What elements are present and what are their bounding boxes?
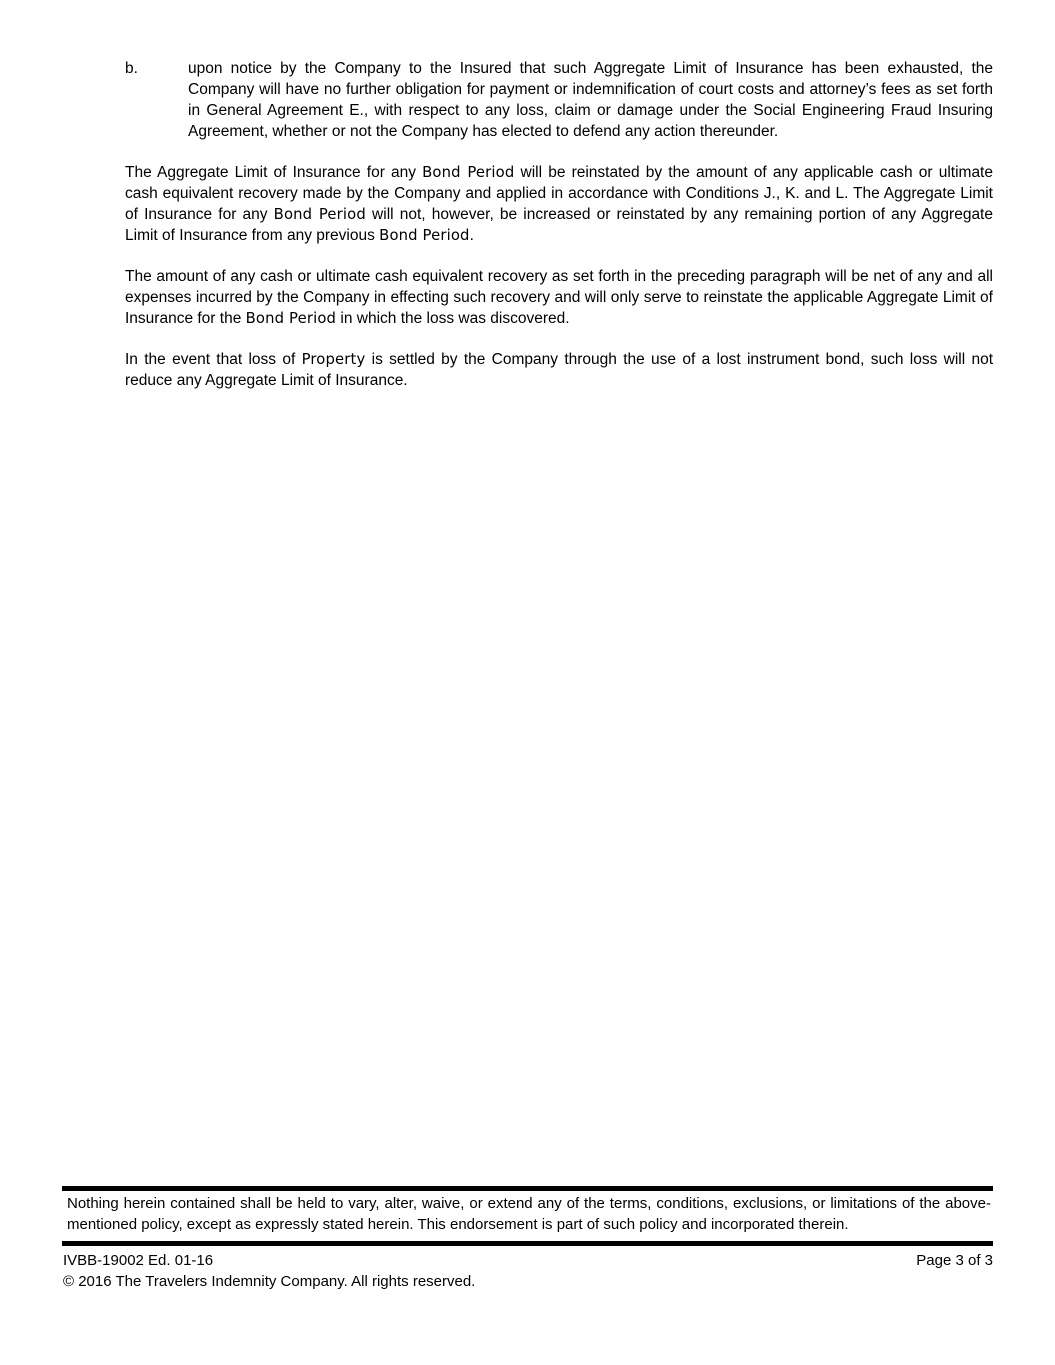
- list-item-b-text: upon notice by the Company to the Insured that such Aggregate Limit of Insurance has been exhausted, the Company will have no further obligation for payment or indemnification of court costs and attorney’s fees as set forth in General Agreement E., with respect to any loss, claim or damage under the Social Engineering Fraud Insuring Agreement, whether or not the Company has elected to defend any action thereunder.: [188, 60, 993, 140]
- endorsement-disclaimer-box: [62, 1186, 993, 1246]
- paragraph-recovery-net: The amount of any cash or ultimate cash equivalent recovery as set forth in the preceding paragraph will be net of any and all expenses incurred by the Company in effecting such recovery and will only serve to reinstate the applicable Aggregate Limit of Insurance for the Bond Period in which the loss was discovered.: [125, 268, 993, 327]
- copyright-row: [62, 1271, 993, 1292]
- document-body: [125, 58, 993, 391]
- paragraph-lost-instrument-bond: In the event that loss of Property is settled by the Company through the use of a lost instrument bond, such loss will not reduce any Aggregate Limit of Insurance.: [125, 351, 993, 389]
- copyright-notice: © 2016 The Travelers Indemnity Company. All rights reserved.: [63, 1273, 476, 1290]
- page-indicator: Page 3 of 3: [916, 1252, 993, 1269]
- list-item-b-label: b.: [125, 60, 138, 77]
- page-footer: [62, 1186, 993, 1292]
- form-number: IVBB-19002 Ed. 01-16: [63, 1252, 214, 1269]
- form-identifier-row: [62, 1250, 993, 1271]
- paragraph-reinstatement: The Aggregate Limit of Insurance for any Bond Period will be reinstated by the amount of any applicable cash or ultimate cash equivalent recovery made by the Company and applied in accordance with Conditions J., K. and L. The Aggregate Limit of Insurance for any Bond Period will not, however, be increased or reinstated by any remaining portion of any Aggregate Limit of Insurance from any previous Bond Period.: [125, 164, 993, 244]
- endorsement-disclaimer-text: Nothing herein contained shall be held to vary, alter, waive, or extend any of the terms, conditions, exclusions, or limitations of the above-mentioned policy, except as expressly stated herein. This endorsement is part of such policy and incorporated therein.: [67, 1195, 991, 1233]
- list-item-b: [125, 58, 993, 142]
